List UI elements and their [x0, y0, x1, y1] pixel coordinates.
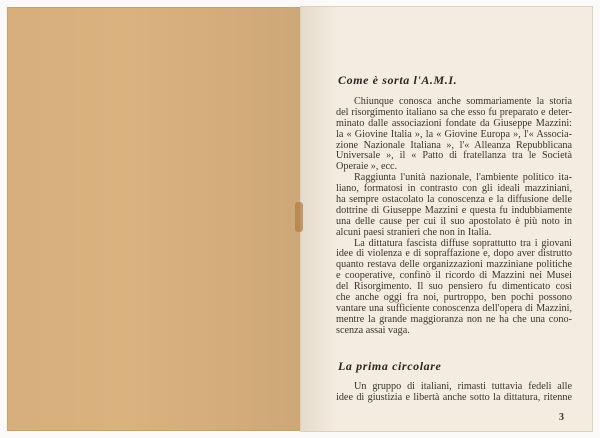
section-title-prima-circolare: La prima circolare — [338, 359, 442, 373]
text-line: idee di giustizia e libertà anche sotto la dittatura, ritenne — [336, 391, 572, 403]
text-line: ha sempre ostacolato la conoscenza e la diffusione delle — [336, 194, 572, 206]
text-line: Chiunque conosca anche sommariamente la storia — [354, 96, 572, 107]
text-line: la « Giovine Italia », la « Giovine Europa », l'« Associa- — [336, 128, 572, 140]
text-line: del Risorgimento. Il suo pensiero fu dimenticato così — [336, 281, 572, 293]
text-line: mentre la grande maggioranza non ne ha che una cono- — [336, 313, 572, 325]
text-line: quanto restava delle organizzazioni mazziniane politiche — [336, 259, 572, 271]
text-line: e cooperative, confinò il ricordo di Mazzini nei Musei — [336, 270, 572, 282]
text-line: che anche oggi fra noi, purtroppo, ben pochi possono — [336, 292, 572, 304]
text-line: alcuni paesi stranieri che non in Italia. — [336, 226, 492, 238]
text-line: dottrine di Giuseppe Mazzini e questa fu indubbiamente — [336, 204, 572, 216]
section-body-2 — [336, 382, 572, 404]
text-line: Operaie », ecc. — [336, 161, 398, 173]
left-page-blank — [7, 7, 301, 431]
binding-staple — [295, 202, 303, 232]
section-body-1 — [336, 97, 572, 337]
text-line: Universale », il « Patto di fratellanza tra le Società — [336, 150, 572, 162]
text-line: scenza assai vaga. — [336, 324, 410, 336]
text-line: Raggiunta l'unità nazionale, l'ambiente politico ita- — [354, 172, 572, 184]
section-title-come-e-sorta: Come è sorta l'A.M.I. — [338, 73, 458, 87]
text-line: una delle cause per cui il suo apostolato è più noto in — [336, 215, 572, 227]
text-line: Un gruppo di italiani, rimasti tuttavia fedeli alle — [354, 381, 572, 392]
text-line: del risorgimento italiano sa che esso fu preparato e deter- — [336, 106, 572, 118]
text-line: vantare una sufficiente conoscenza dell'opera di Mazzini, — [336, 302, 572, 314]
page-number: 3 — [559, 412, 564, 423]
text-line: La dittatura fascista diffuse soprattutto tra i giovani — [354, 237, 572, 249]
text-line: minato dalle associazioni fondate da Giuseppe Mazzini: — [336, 117, 572, 129]
text-line: idee di violenza e di sopraffazione e, dopo aver distrutto — [336, 248, 572, 260]
text-line: zione Nazionale Italiana », l'« Alleanza Repubblicana — [336, 139, 572, 151]
text-line: liano, formatosi in contrasto con gli ideali mazziniani, — [336, 183, 572, 195]
